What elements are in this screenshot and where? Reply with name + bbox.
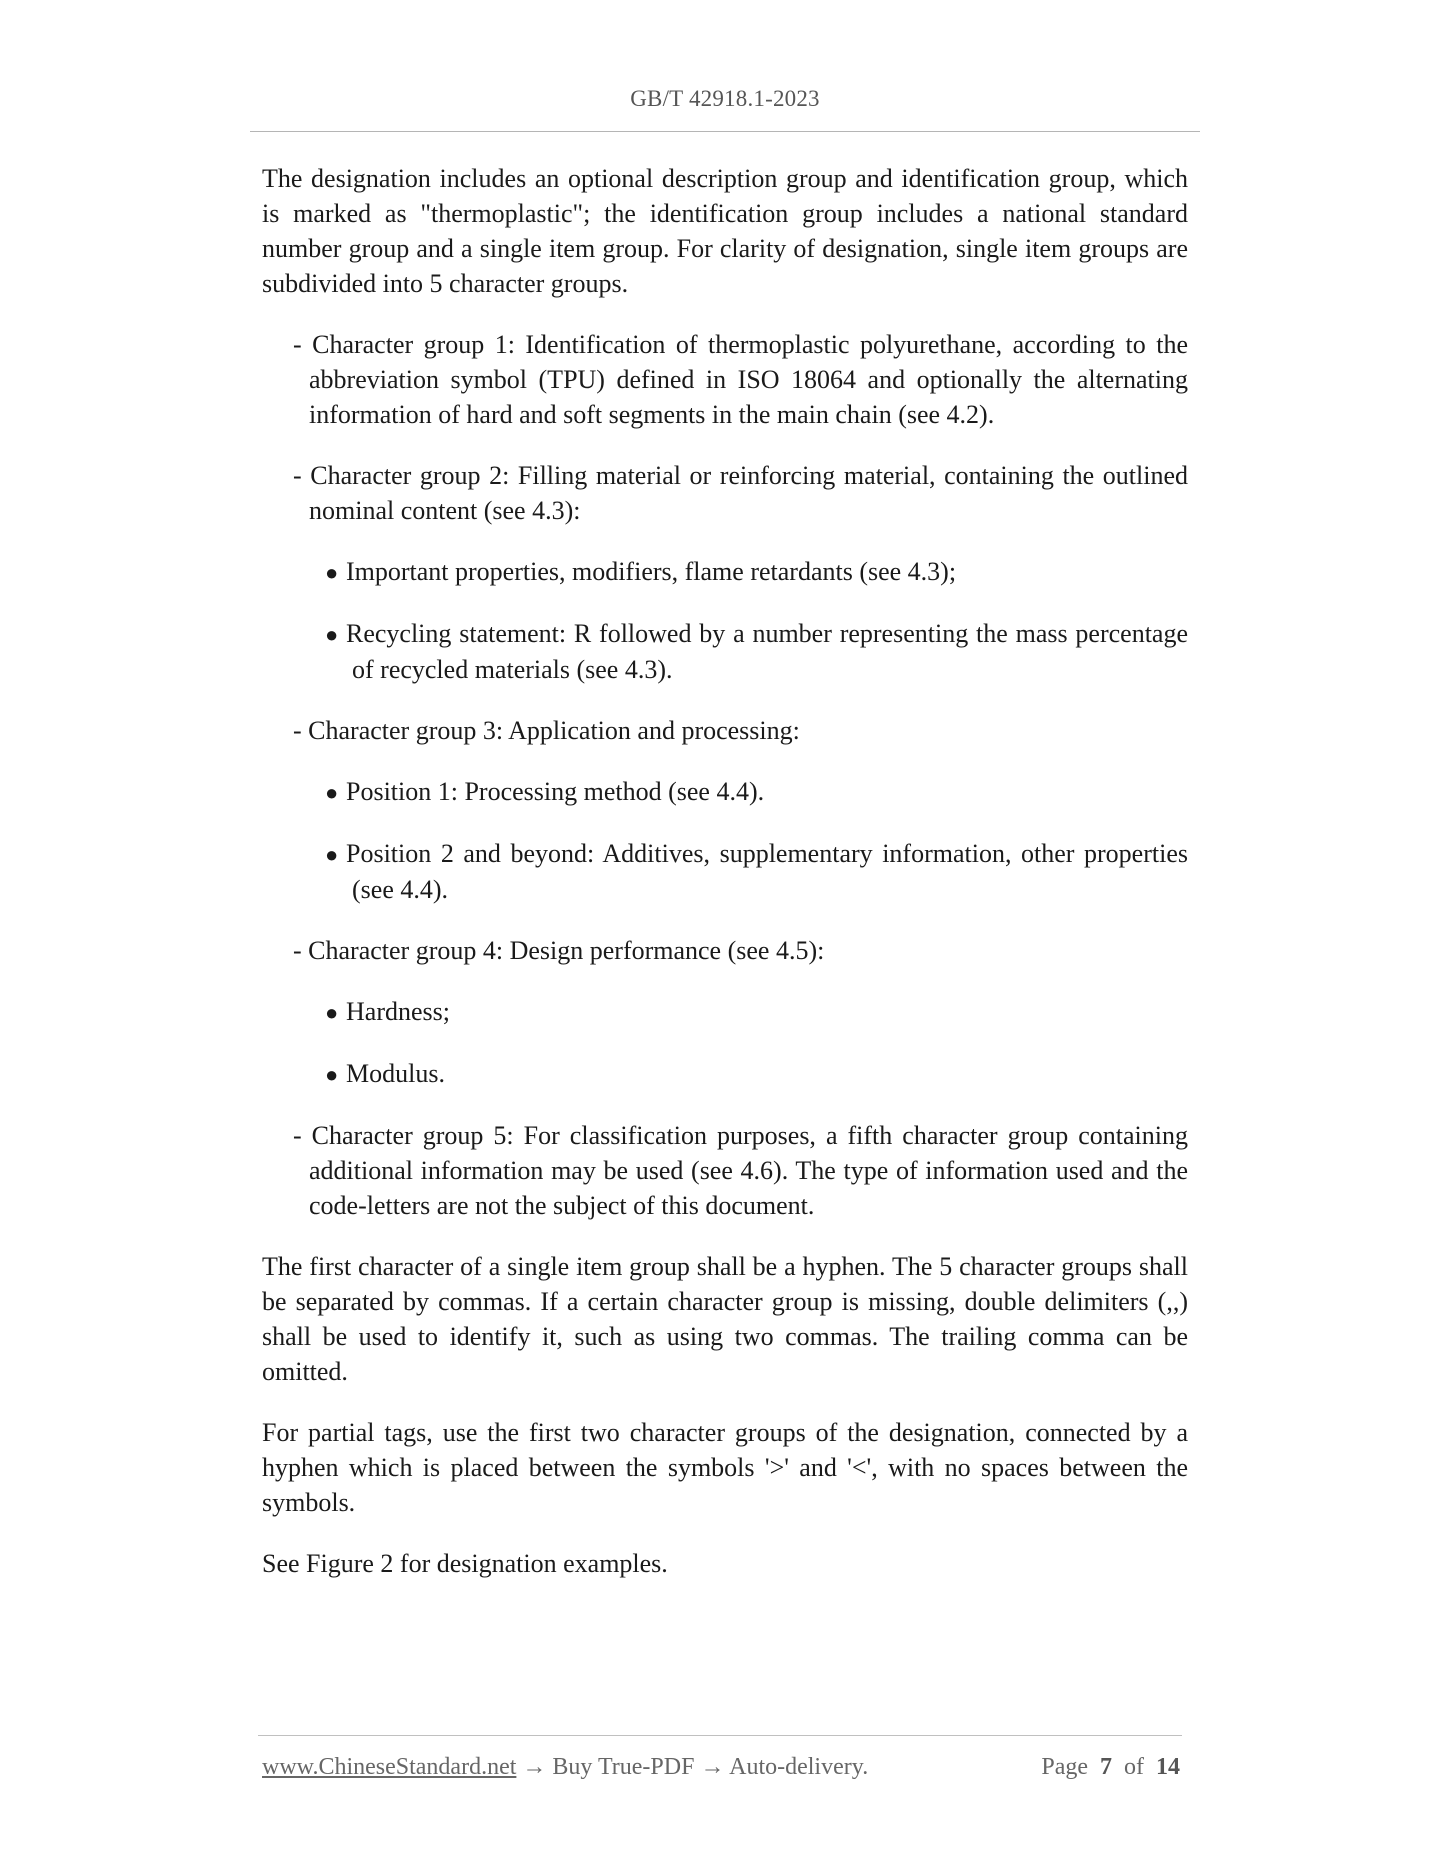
list-item (325, 554, 1188, 590)
footer-tagline: → Buy True-PDF → Auto-delivery. (516, 1754, 869, 1780)
hyphen-rule-paragraph: The first character of a single item group shall be a hyphen. The 5 character groups shall be separated by commas. If a certain character group is missing, double delimiters (,,) shall be used to identify it, such as using two commas. The trailing comma can be omitted. (262, 1252, 1188, 1386)
bullet-text: Hardness; (346, 997, 450, 1026)
bullet-text: Position 2 and beyond: Additives, supplementary information, other properties (see 4.4). (346, 839, 1188, 904)
footer-promo (262, 1754, 868, 1781)
list-item (325, 1056, 1188, 1092)
page-label: Page (1041, 1754, 1088, 1780)
page-total: 14 (1156, 1754, 1180, 1780)
page-of: of (1124, 1754, 1144, 1780)
list-item (325, 994, 1188, 1030)
running-header: GB/T 42918.1-2023 (630, 86, 820, 111)
list-item (325, 616, 1188, 687)
bullet-text: Recycling statement: R followed by a number representing the mass percentage of recycled materials (see 4.3). (346, 619, 1188, 684)
bullet-icon: ● (325, 1000, 339, 1025)
character-group-3: - Character group 3: Application and processing: (293, 716, 800, 745)
header-divider (250, 131, 1200, 132)
page-body (262, 161, 1188, 1607)
bullet-text: Position 1: Processing method (see 4.4). (346, 777, 765, 806)
page-indicator (1041, 1754, 1180, 1781)
partial-tags-paragraph: For partial tags, use the first two character groups of the designation, connected by a hyphen which is placed between the symbols '>' and '<', with no spaces between the symbols. (262, 1418, 1188, 1517)
figure-reference-paragraph: See Figure 2 for designation examples. (262, 1549, 668, 1578)
bullet-icon: ● (325, 1062, 339, 1087)
bullet-icon: ● (325, 560, 339, 585)
intro-paragraph: The designation includes an optional description group and identification group, which is marked as "thermoplastic"; the identification group includes a national standard number group and a single item group. For clarity of designation, single item groups are subdivided into 5 character groups. (262, 164, 1188, 298)
footer-divider (258, 1735, 1182, 1736)
website-link[interactable]: www.ChineseStandard.net (262, 1754, 517, 1780)
character-group-4: - Character group 4: Design performance (see 4.5): (293, 936, 825, 965)
character-group-2: - Character group 2: Filling material or reinforcing material, containing the outlined nominal content (see 4.3): (293, 461, 1188, 525)
character-group-1: - Character group 1: Identification of thermoplastic polyurethane, according to the abbreviation symbol (TPU) defined in ISO 18064 and optionally the alternating information of hard and soft segments in the main chain (see 4.2). (293, 330, 1188, 429)
bullet-text: Modulus. (346, 1059, 445, 1088)
character-group-5: - Character group 5: For classification purposes, a fifth character group containing additional information may be used (see 4.6). The type of information used and the code-letters are not the subject of this document. (293, 1121, 1188, 1220)
page-current: 7 (1100, 1754, 1112, 1780)
bullet-icon: ● (325, 622, 339, 647)
list-item (325, 774, 1188, 810)
list-item (325, 836, 1188, 907)
bullet-icon: ● (325, 842, 339, 867)
bullet-icon: ● (325, 780, 339, 805)
bullet-text: Important properties, modifiers, flame retardants (see 4.3); (346, 557, 957, 586)
